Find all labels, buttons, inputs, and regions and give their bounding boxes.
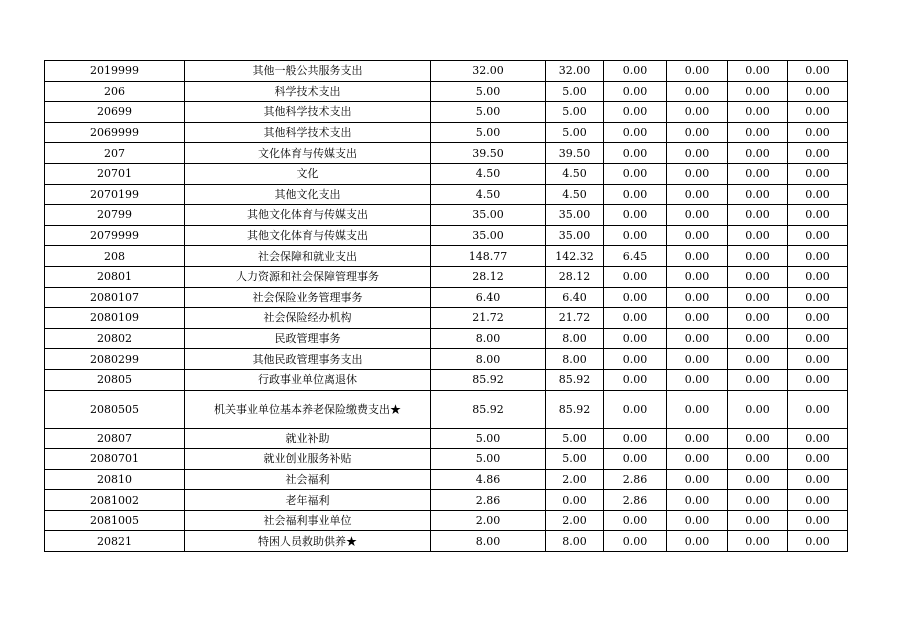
cell-code: 20802 bbox=[45, 328, 185, 349]
cell-project-expenditure: 0.00 bbox=[604, 287, 667, 308]
cell-project-expenditure: 0.00 bbox=[604, 428, 667, 449]
cell-value-6: 0.00 bbox=[788, 510, 848, 531]
table-row bbox=[45, 205, 848, 226]
cell-project-expenditure: 0.00 bbox=[604, 184, 667, 205]
cell-value-4: 0.00 bbox=[667, 225, 728, 246]
cell-total: 5.00 bbox=[431, 122, 546, 143]
cell-value-5: 0.00 bbox=[728, 246, 788, 267]
cell-value-4: 0.00 bbox=[667, 531, 728, 552]
cell-value-6: 0.00 bbox=[788, 81, 848, 102]
cell-value-5: 0.00 bbox=[728, 205, 788, 226]
table-row bbox=[45, 469, 848, 490]
cell-total: 28.12 bbox=[431, 266, 546, 287]
cell-value-6: 0.00 bbox=[788, 61, 848, 82]
cell-value-6: 0.00 bbox=[788, 349, 848, 370]
cell-basic-expenditure: 28.12 bbox=[546, 266, 604, 287]
cell-basic-expenditure: 5.00 bbox=[546, 428, 604, 449]
cell-value-4: 0.00 bbox=[667, 308, 728, 329]
cell-code: 20701 bbox=[45, 163, 185, 184]
table-row bbox=[45, 143, 848, 164]
cell-total: 5.00 bbox=[431, 102, 546, 123]
cell-basic-expenditure: 2.00 bbox=[546, 510, 604, 531]
cell-basic-expenditure: 5.00 bbox=[546, 102, 604, 123]
cell-value-4: 0.00 bbox=[667, 205, 728, 226]
cell-code: 20807 bbox=[45, 428, 185, 449]
table-row bbox=[45, 287, 848, 308]
cell-name: 行政事业单位离退休 bbox=[185, 369, 431, 390]
cell-value-5: 0.00 bbox=[728, 102, 788, 123]
cell-name: 其他文化体育与传媒支出 bbox=[185, 205, 431, 226]
cell-code: 20810 bbox=[45, 469, 185, 490]
cell-code: 2080505 bbox=[45, 390, 185, 428]
cell-value-4: 0.00 bbox=[667, 469, 728, 490]
cell-value-4: 0.00 bbox=[667, 143, 728, 164]
cell-value-4: 0.00 bbox=[667, 449, 728, 470]
table-row bbox=[45, 266, 848, 287]
cell-project-expenditure: 0.00 bbox=[604, 390, 667, 428]
cell-value-4: 0.00 bbox=[667, 328, 728, 349]
cell-basic-expenditure: 8.00 bbox=[546, 349, 604, 370]
cell-total: 5.00 bbox=[431, 449, 546, 470]
cell-code: 2080109 bbox=[45, 308, 185, 329]
cell-value-5: 0.00 bbox=[728, 449, 788, 470]
cell-name: 特困人员救助供养★ bbox=[185, 531, 431, 552]
cell-total: 2.00 bbox=[431, 510, 546, 531]
cell-basic-expenditure: 39.50 bbox=[546, 143, 604, 164]
cell-value-6: 0.00 bbox=[788, 225, 848, 246]
cell-total: 85.92 bbox=[431, 369, 546, 390]
cell-name: 其他文化体育与传媒支出 bbox=[185, 225, 431, 246]
cell-value-6: 0.00 bbox=[788, 531, 848, 552]
cell-value-4: 0.00 bbox=[667, 61, 728, 82]
cell-total: 35.00 bbox=[431, 225, 546, 246]
cell-basic-expenditure: 2.00 bbox=[546, 469, 604, 490]
cell-value-6: 0.00 bbox=[788, 390, 848, 428]
budget-expenditure-table bbox=[44, 60, 848, 552]
cell-value-6: 0.00 bbox=[788, 469, 848, 490]
cell-name: 其他文化支出 bbox=[185, 184, 431, 205]
cell-code: 2080107 bbox=[45, 287, 185, 308]
table-row bbox=[45, 428, 848, 449]
cell-basic-expenditure: 5.00 bbox=[546, 449, 604, 470]
table-row bbox=[45, 163, 848, 184]
cell-value-5: 0.00 bbox=[728, 349, 788, 370]
cell-total: 8.00 bbox=[431, 328, 546, 349]
cell-total: 8.00 bbox=[431, 531, 546, 552]
cell-code: 20805 bbox=[45, 369, 185, 390]
cell-project-expenditure: 0.00 bbox=[604, 510, 667, 531]
table-row bbox=[45, 308, 848, 329]
table-row bbox=[45, 510, 848, 531]
cell-code: 206 bbox=[45, 81, 185, 102]
table-row bbox=[45, 184, 848, 205]
cell-basic-expenditure: 32.00 bbox=[546, 61, 604, 82]
cell-name: 文化体育与传媒支出 bbox=[185, 143, 431, 164]
cell-basic-expenditure: 4.50 bbox=[546, 163, 604, 184]
cell-project-expenditure: 0.00 bbox=[604, 122, 667, 143]
cell-total: 21.72 bbox=[431, 308, 546, 329]
cell-basic-expenditure: 35.00 bbox=[546, 205, 604, 226]
cell-value-6: 0.00 bbox=[788, 490, 848, 511]
cell-code: 20799 bbox=[45, 205, 185, 226]
cell-name: 社会福利事业单位 bbox=[185, 510, 431, 531]
cell-name: 社会保险业务管理事务 bbox=[185, 287, 431, 308]
cell-name: 机关事业单位基本养老保险缴费支出★ bbox=[185, 390, 431, 428]
cell-value-4: 0.00 bbox=[667, 102, 728, 123]
cell-basic-expenditure: 85.92 bbox=[546, 369, 604, 390]
cell-basic-expenditure: 6.40 bbox=[546, 287, 604, 308]
cell-basic-expenditure: 8.00 bbox=[546, 328, 604, 349]
cell-value-5: 0.00 bbox=[728, 61, 788, 82]
cell-value-5: 0.00 bbox=[728, 81, 788, 102]
cell-total: 85.92 bbox=[431, 390, 546, 428]
table-row bbox=[45, 102, 848, 123]
table-row bbox=[45, 122, 848, 143]
cell-name: 其他科学技术支出 bbox=[185, 122, 431, 143]
cell-value-5: 0.00 bbox=[728, 510, 788, 531]
cell-value-6: 0.00 bbox=[788, 143, 848, 164]
cell-value-5: 0.00 bbox=[728, 287, 788, 308]
cell-value-5: 0.00 bbox=[728, 143, 788, 164]
cell-code: 208 bbox=[45, 246, 185, 267]
cell-value-6: 0.00 bbox=[788, 205, 848, 226]
cell-value-5: 0.00 bbox=[728, 122, 788, 143]
cell-project-expenditure: 0.00 bbox=[604, 369, 667, 390]
cell-value-5: 0.00 bbox=[728, 184, 788, 205]
cell-project-expenditure: 6.45 bbox=[604, 246, 667, 267]
cell-total: 39.50 bbox=[431, 143, 546, 164]
cell-value-5: 0.00 bbox=[728, 163, 788, 184]
table-row bbox=[45, 490, 848, 511]
cell-name: 文化 bbox=[185, 163, 431, 184]
cell-value-5: 0.00 bbox=[728, 266, 788, 287]
cell-value-5: 0.00 bbox=[728, 308, 788, 329]
table-row bbox=[45, 349, 848, 370]
cell-total: 35.00 bbox=[431, 205, 546, 226]
cell-value-4: 0.00 bbox=[667, 184, 728, 205]
cell-total: 148.77 bbox=[431, 246, 546, 267]
table-row bbox=[45, 449, 848, 470]
cell-code: 207 bbox=[45, 143, 185, 164]
cell-code: 2080701 bbox=[45, 449, 185, 470]
cell-value-6: 0.00 bbox=[788, 308, 848, 329]
cell-basic-expenditure: 4.50 bbox=[546, 184, 604, 205]
cell-project-expenditure: 0.00 bbox=[604, 163, 667, 184]
cell-value-4: 0.00 bbox=[667, 490, 728, 511]
cell-value-5: 0.00 bbox=[728, 390, 788, 428]
table-row bbox=[45, 531, 848, 552]
cell-name: 其他民政管理事务支出 bbox=[185, 349, 431, 370]
cell-value-4: 0.00 bbox=[667, 81, 728, 102]
cell-basic-expenditure: 85.92 bbox=[546, 390, 604, 428]
cell-total: 4.86 bbox=[431, 469, 546, 490]
cell-project-expenditure: 0.00 bbox=[604, 205, 667, 226]
cell-value-6: 0.00 bbox=[788, 122, 848, 143]
cell-code: 2019999 bbox=[45, 61, 185, 82]
cell-value-4: 0.00 bbox=[667, 122, 728, 143]
cell-project-expenditure: 0.00 bbox=[604, 328, 667, 349]
cell-value-4: 0.00 bbox=[667, 510, 728, 531]
cell-basic-expenditure: 5.00 bbox=[546, 122, 604, 143]
cell-basic-expenditure: 5.00 bbox=[546, 81, 604, 102]
cell-project-expenditure: 0.00 bbox=[604, 449, 667, 470]
cell-value-5: 0.00 bbox=[728, 531, 788, 552]
cell-value-6: 0.00 bbox=[788, 246, 848, 267]
cell-total: 8.00 bbox=[431, 349, 546, 370]
cell-total: 4.50 bbox=[431, 184, 546, 205]
cell-name: 民政管理事务 bbox=[185, 328, 431, 349]
cell-name: 人力资源和社会保障管理事务 bbox=[185, 266, 431, 287]
cell-name: 其他一般公共服务支出 bbox=[185, 61, 431, 82]
table-row bbox=[45, 390, 848, 428]
cell-value-6: 0.00 bbox=[788, 328, 848, 349]
cell-name: 社会保障和就业支出 bbox=[185, 246, 431, 267]
cell-code: 2081005 bbox=[45, 510, 185, 531]
cell-project-expenditure: 0.00 bbox=[604, 531, 667, 552]
cell-project-expenditure: 0.00 bbox=[604, 266, 667, 287]
cell-name: 社会福利 bbox=[185, 469, 431, 490]
cell-value-6: 0.00 bbox=[788, 369, 848, 390]
cell-basic-expenditure: 8.00 bbox=[546, 531, 604, 552]
cell-code: 20699 bbox=[45, 102, 185, 123]
cell-value-5: 0.00 bbox=[728, 490, 788, 511]
cell-project-expenditure: 2.86 bbox=[604, 490, 667, 511]
cell-value-6: 0.00 bbox=[788, 184, 848, 205]
cell-total: 4.50 bbox=[431, 163, 546, 184]
cell-basic-expenditure: 142.32 bbox=[546, 246, 604, 267]
cell-value-5: 0.00 bbox=[728, 369, 788, 390]
cell-name: 社会保险经办机构 bbox=[185, 308, 431, 329]
cell-code: 2069999 bbox=[45, 122, 185, 143]
table-row bbox=[45, 328, 848, 349]
cell-total: 5.00 bbox=[431, 81, 546, 102]
cell-code: 2079999 bbox=[45, 225, 185, 246]
cell-value-4: 0.00 bbox=[667, 287, 728, 308]
cell-total: 2.86 bbox=[431, 490, 546, 511]
cell-value-6: 0.00 bbox=[788, 102, 848, 123]
cell-value-4: 0.00 bbox=[667, 428, 728, 449]
table-row bbox=[45, 225, 848, 246]
table-row bbox=[45, 81, 848, 102]
cell-code: 2081002 bbox=[45, 490, 185, 511]
cell-value-6: 0.00 bbox=[788, 266, 848, 287]
cell-code: 20801 bbox=[45, 266, 185, 287]
cell-basic-expenditure: 0.00 bbox=[546, 490, 604, 511]
cell-basic-expenditure: 21.72 bbox=[546, 308, 604, 329]
cell-value-6: 0.00 bbox=[788, 449, 848, 470]
cell-name: 老年福利 bbox=[185, 490, 431, 511]
table-row bbox=[45, 246, 848, 267]
cell-value-4: 0.00 bbox=[667, 349, 728, 370]
cell-value-4: 0.00 bbox=[667, 390, 728, 428]
cell-name: 就业补助 bbox=[185, 428, 431, 449]
cell-value-4: 0.00 bbox=[667, 163, 728, 184]
cell-value-4: 0.00 bbox=[667, 369, 728, 390]
cell-project-expenditure: 0.00 bbox=[604, 61, 667, 82]
cell-name: 就业创业服务补贴 bbox=[185, 449, 431, 470]
cell-project-expenditure: 0.00 bbox=[604, 349, 667, 370]
cell-project-expenditure: 0.00 bbox=[604, 308, 667, 329]
cell-code: 20821 bbox=[45, 531, 185, 552]
cell-value-6: 0.00 bbox=[788, 428, 848, 449]
cell-project-expenditure: 0.00 bbox=[604, 143, 667, 164]
cell-total: 5.00 bbox=[431, 428, 546, 449]
cell-total: 6.40 bbox=[431, 287, 546, 308]
cell-value-5: 0.00 bbox=[728, 469, 788, 490]
cell-value-4: 0.00 bbox=[667, 266, 728, 287]
cell-value-6: 0.00 bbox=[788, 163, 848, 184]
cell-name: 其他科学技术支出 bbox=[185, 102, 431, 123]
cell-value-5: 0.00 bbox=[728, 328, 788, 349]
table-body bbox=[45, 61, 848, 552]
cell-name: 科学技术支出 bbox=[185, 81, 431, 102]
cell-value-6: 0.00 bbox=[788, 287, 848, 308]
cell-code: 2080299 bbox=[45, 349, 185, 370]
cell-project-expenditure: 0.00 bbox=[604, 102, 667, 123]
cell-total: 32.00 bbox=[431, 61, 546, 82]
cell-value-5: 0.00 bbox=[728, 428, 788, 449]
cell-project-expenditure: 0.00 bbox=[604, 81, 667, 102]
cell-project-expenditure: 0.00 bbox=[604, 225, 667, 246]
cell-value-4: 0.00 bbox=[667, 246, 728, 267]
cell-code: 2070199 bbox=[45, 184, 185, 205]
cell-project-expenditure: 2.86 bbox=[604, 469, 667, 490]
table-row bbox=[45, 369, 848, 390]
table-row bbox=[45, 61, 848, 82]
cell-basic-expenditure: 35.00 bbox=[546, 225, 604, 246]
cell-value-5: 0.00 bbox=[728, 225, 788, 246]
